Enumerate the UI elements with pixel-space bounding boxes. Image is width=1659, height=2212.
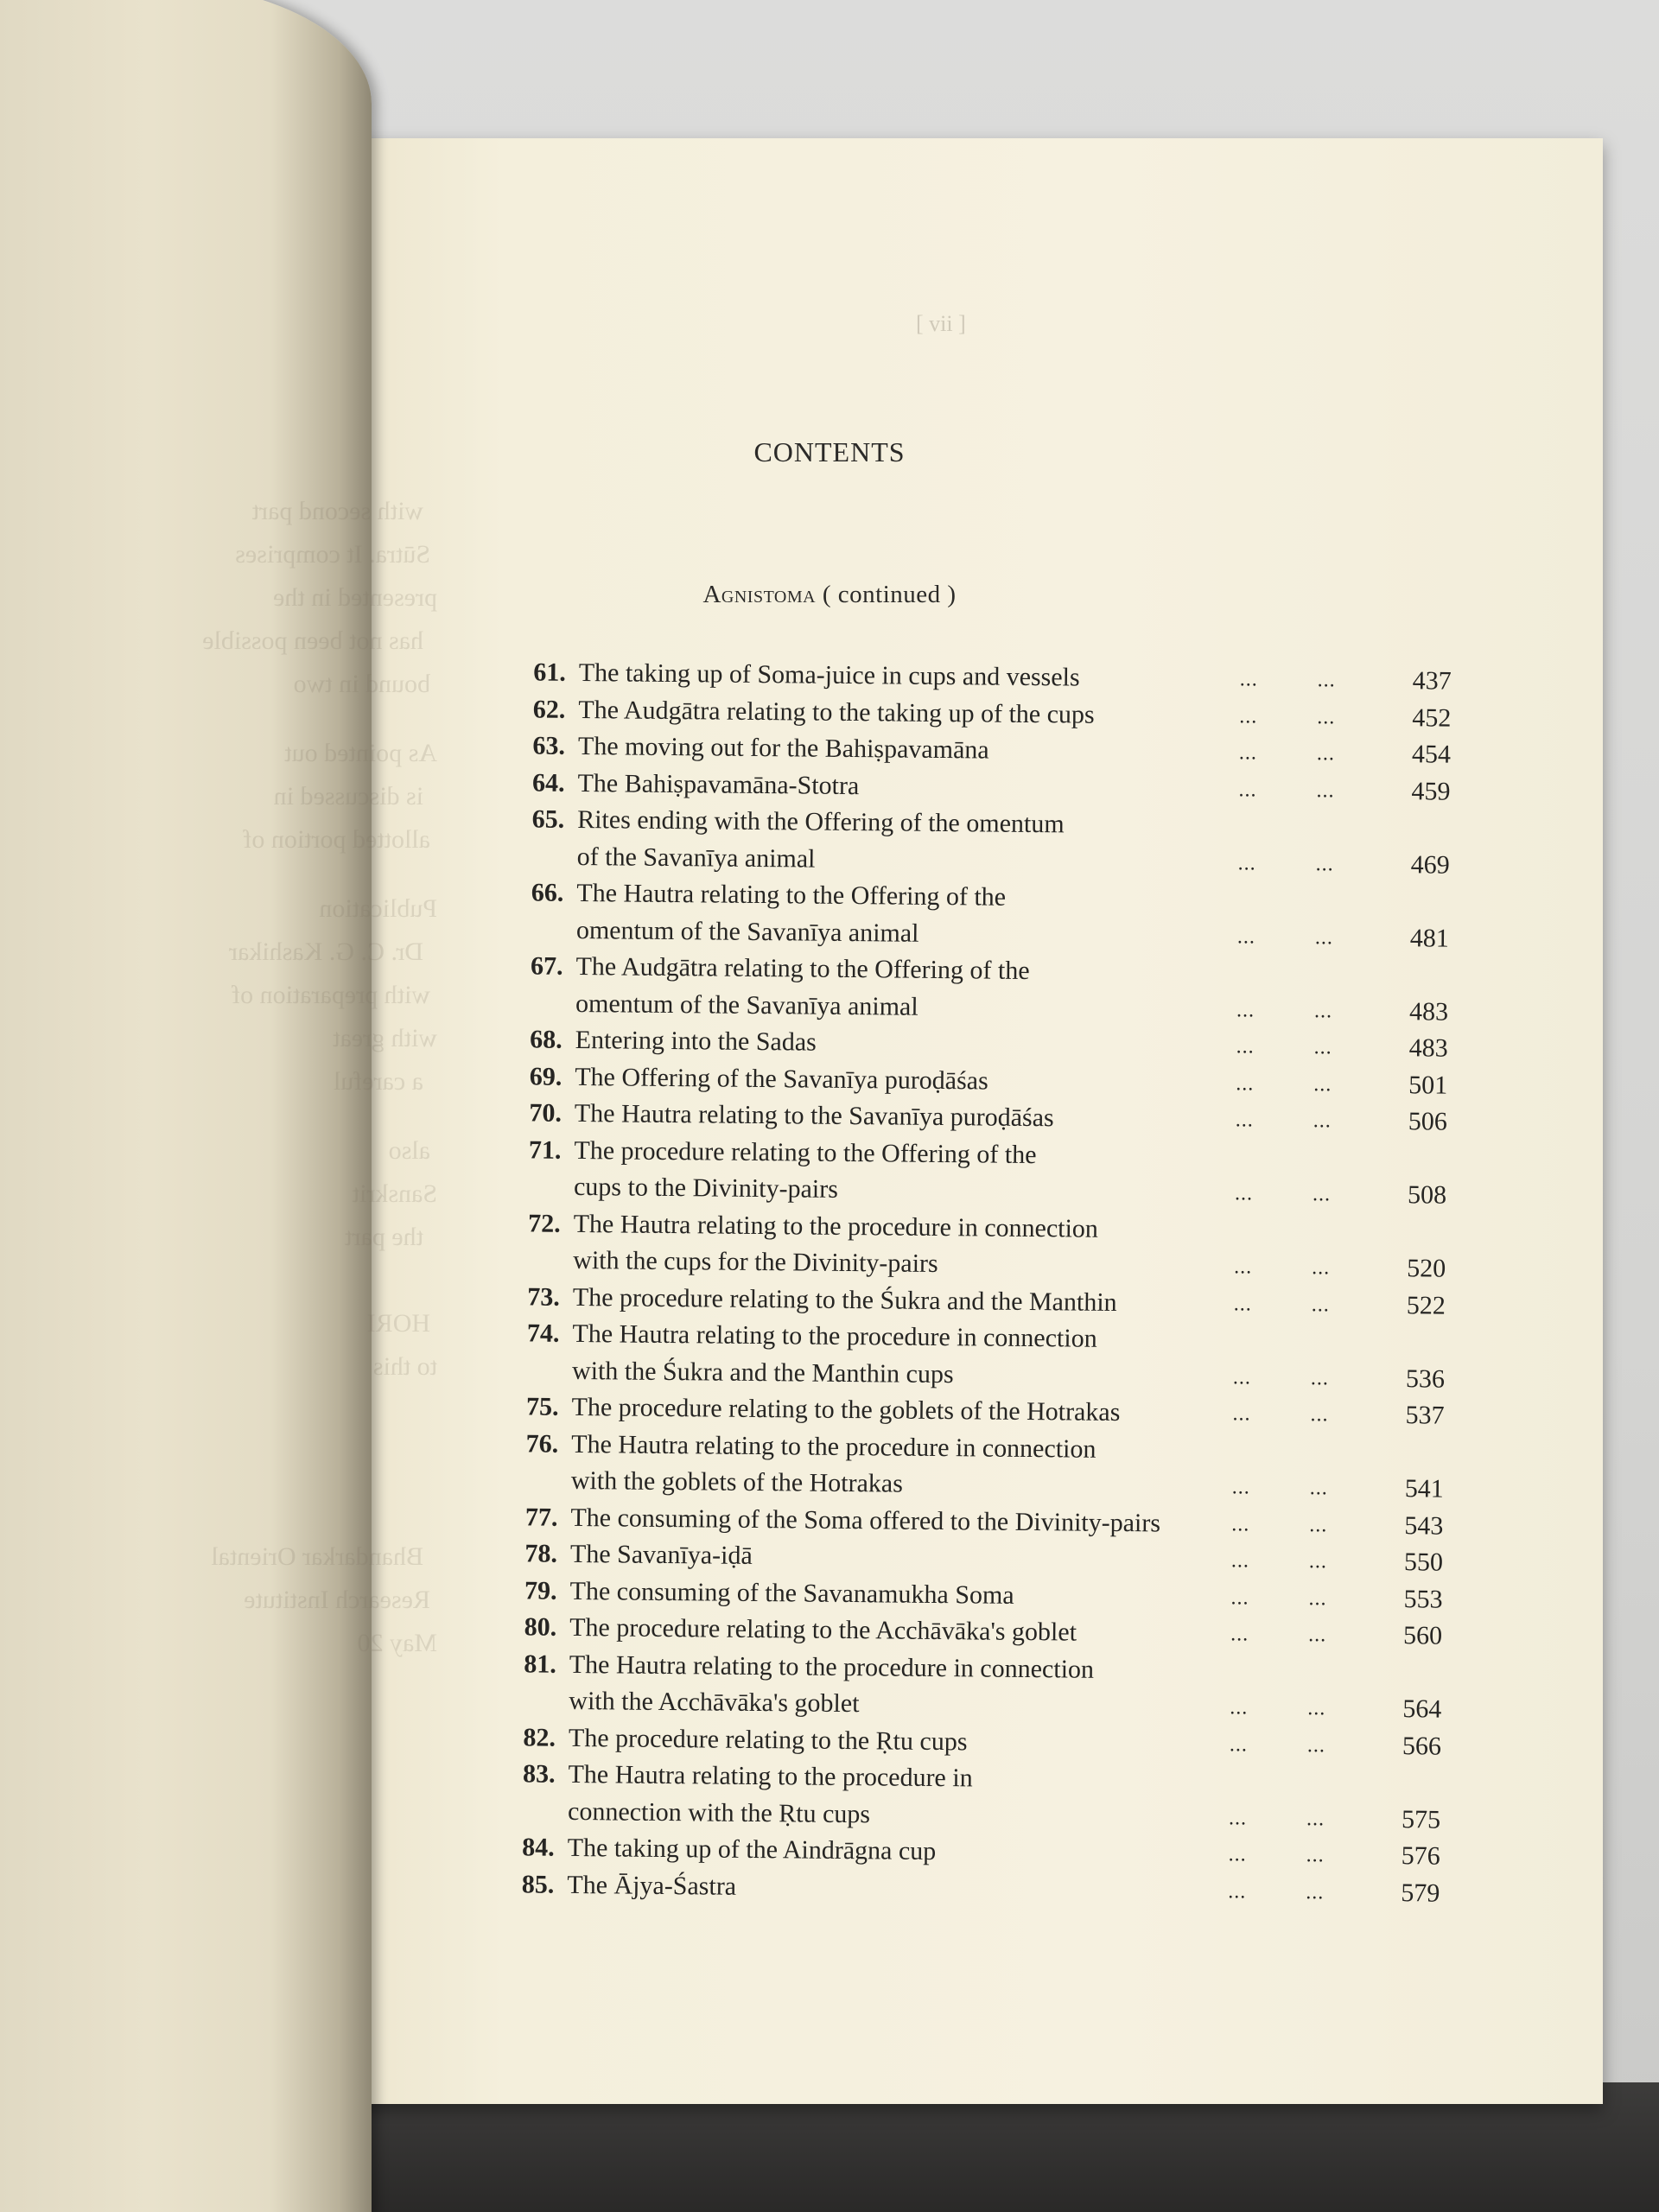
toc-page-number: 543 xyxy=(1404,1510,1444,1541)
toc-entry xyxy=(481,1756,1450,1839)
toc-entry-title: The consuming of the Savanamukha Soma xyxy=(569,1576,1014,1610)
toc-entry-number: 64. xyxy=(531,767,565,798)
toc-entry-title: The procedure relating to the goblets of the Hotrakas xyxy=(571,1392,1121,1427)
toc-leader-dots: ... xyxy=(1306,1880,1325,1904)
bleed-through-text: Research Institute xyxy=(244,1586,430,1614)
toc-leader-dots: ... xyxy=(1309,1513,1328,1536)
toc-entry-title: The procedure relating to the Acchāvāka's goblet xyxy=(569,1612,1077,1647)
toc-leader-dots: ... xyxy=(1308,1624,1327,1647)
toc-page-number: 537 xyxy=(1405,1401,1445,1430)
toc-entry-title: of the Savanīya animal xyxy=(576,842,816,874)
bleed-through-text: also xyxy=(388,1136,430,1165)
toc-entry-number: 81. xyxy=(524,1649,556,1679)
toc-page-number: 536 xyxy=(1405,1363,1446,1394)
toc-page-number: 566 xyxy=(1402,1731,1442,1761)
toc-entry-number: 75. xyxy=(525,1392,559,1421)
toc-entry-title: with the Śukra and the Manthin cups xyxy=(571,1356,954,1389)
bleed-through-text: Bhandarkar Oriental xyxy=(211,1542,423,1571)
toc-leader-dots: ... xyxy=(1228,1879,1247,1903)
toc-leader-dots: ... xyxy=(1316,779,1335,802)
toc-page-number: 483 xyxy=(1408,1033,1448,1063)
toc-entry-number: 76. xyxy=(525,1428,559,1459)
toc-entry-title: omentum of the Savanīya animal xyxy=(575,988,918,1021)
toc-entry-number: 67. xyxy=(530,951,563,981)
toc-entry-number: 83. xyxy=(522,1759,556,1789)
bleed-through-text: to this xyxy=(372,1352,437,1381)
toc-entry-title: The taking up of the Aindrāgna cup xyxy=(567,1833,937,1866)
toc-leader-dots: ... xyxy=(1233,1292,1252,1315)
toc-leader-dots: ... xyxy=(1239,704,1258,728)
bleed-through-text: with great xyxy=(333,1024,437,1052)
toc-entry-number: 68. xyxy=(530,1025,563,1054)
toc-page-number: 501 xyxy=(1408,1070,1448,1100)
bleed-through-text: has not been possible xyxy=(202,626,423,655)
toc-page-number: 579 xyxy=(1401,1878,1440,1908)
toc-leader-dots: ... xyxy=(1310,1366,1330,1389)
bleed-through-text: with second part xyxy=(251,497,423,525)
toc-entry-title: with the goblets of the Hotrakas xyxy=(570,1465,904,1498)
toc-leader-dots: ... xyxy=(1236,1035,1255,1058)
toc-entry-number: 74. xyxy=(526,1319,560,1348)
toc-leader-dots: ... xyxy=(1230,1696,1249,1719)
toc-entry-number: 71. xyxy=(528,1135,562,1165)
toc-entry xyxy=(490,874,1459,957)
toc-leader-dots: ... xyxy=(1230,1549,1250,1573)
toc-leader-dots: ... xyxy=(1229,1732,1249,1756)
toc-leader-dots: ... xyxy=(1312,1256,1331,1280)
toc-entry-number: 66. xyxy=(531,878,564,907)
toc-entry-number: 78. xyxy=(524,1539,558,1568)
toc-leader-dots: ... xyxy=(1306,1844,1325,1867)
toc-entry-title: The moving out for the Bahiṣpavamāna xyxy=(577,731,989,765)
toc-entry-title: The Hautra relating to the procedure in connection xyxy=(572,1319,1097,1353)
toc-leader-dots: ... xyxy=(1315,852,1334,875)
toc-entry xyxy=(491,801,1459,884)
toc-leader-dots: ... xyxy=(1306,1807,1325,1830)
bleed-through-text: the part xyxy=(345,1223,423,1251)
bleed-through-text: with preparation of xyxy=(232,981,430,1009)
left-page xyxy=(0,0,437,2212)
toc-entry-number: 61. xyxy=(533,658,566,687)
toc-leader-dots: ... xyxy=(1236,998,1255,1021)
section-note: ( continued ) xyxy=(822,581,957,608)
toc-entry-title: The Ājya-Śastra xyxy=(567,1870,737,1901)
toc-page-number: 437 xyxy=(1412,666,1452,696)
toc-page-number: 522 xyxy=(1406,1290,1446,1320)
toc-entry-title: The procedure relating to the Offering of the xyxy=(574,1135,1037,1169)
toc-leader-dots: ... xyxy=(1232,1365,1252,1389)
toc-entry-title: The Hautra relating to the procedure in xyxy=(568,1759,973,1793)
toc-leader-dots: ... xyxy=(1308,1586,1327,1610)
toc-entry-title: The consuming of the Soma offered to the Divinity-pairs xyxy=(570,1503,1161,1537)
toc-entry xyxy=(482,1645,1451,1728)
toc-page-number: 483 xyxy=(1408,996,1449,1027)
bleed-through-text: Sanskrit xyxy=(352,1179,437,1208)
toc-leader-dots: ... xyxy=(1230,1586,1249,1609)
toc-page-number: 550 xyxy=(1403,1548,1444,1577)
toc-leader-dots: ... xyxy=(1232,1402,1251,1426)
bleed-through-text: allotted portion of xyxy=(243,825,430,854)
toc-entry-title: The taking up of Soma-juice in cups and vessels xyxy=(578,658,1080,692)
toc-entry-title: The Hautra relating to the Savanīya puroḍāśas xyxy=(574,1098,1054,1133)
toc-page-number: 541 xyxy=(1404,1474,1444,1503)
toc-entry-title: The Savanīya-iḍā xyxy=(569,1539,753,1570)
bleed-through-text: As pointed out xyxy=(284,739,437,767)
toc-leader-dots: ... xyxy=(1230,1623,1249,1646)
toc-entry-number: 62. xyxy=(532,694,566,724)
toc-entry xyxy=(485,1425,1453,1508)
toc-page-number: 481 xyxy=(1409,923,1450,953)
toc-entry-number: 63. xyxy=(532,731,566,760)
toc-entry-title: The Bahiṣpavamāna-Stotra xyxy=(577,768,860,800)
toc-entry-number: 85. xyxy=(521,1869,555,1899)
toc-leader-dots: ... xyxy=(1228,1806,1248,1829)
toc-entry-title: Rites ending with the Offering of the omentum xyxy=(577,804,1065,839)
toc-entry-title: cups to the Divinity-pairs xyxy=(573,1172,839,1204)
bleed-through-text: Dr. C. G. Kashikar xyxy=(229,938,423,966)
toc-leader-dots: ... xyxy=(1311,1293,1330,1316)
toc-entry-title: The Hautra relating to the procedure in connection xyxy=(571,1429,1096,1464)
toc-leader-dots: ... xyxy=(1317,669,1336,692)
toc-entry-title: The Hautra relating to the procedure in connection xyxy=(569,1649,1095,1684)
toc-leader-dots: ... xyxy=(1235,1109,1254,1132)
bleed-through-text: Publication xyxy=(319,894,437,923)
bleed-through-text: Sūtra. It comprises xyxy=(235,540,430,569)
bleed-through-text: presented in the xyxy=(273,583,437,612)
toc-leader-dots: ... xyxy=(1313,1072,1332,1096)
toc-entry-title: omentum of the Savanīya animal xyxy=(575,915,919,948)
toc-page-number: 452 xyxy=(1412,702,1452,733)
toc-page-number: 564 xyxy=(1402,1694,1442,1724)
toc-entry-number: 65. xyxy=(531,804,565,834)
table-of-contents xyxy=(480,654,1460,1912)
toc-leader-dots: ... xyxy=(1228,1843,1247,1866)
toc-leader-dots: ... xyxy=(1238,778,1257,801)
toc-entry-number: 84. xyxy=(522,1833,555,1862)
bleed-through-text: HORI xyxy=(366,1309,430,1338)
toc-leader-dots: ... xyxy=(1234,1255,1253,1279)
toc-page-number: 459 xyxy=(1411,776,1451,806)
toc-page-number: 520 xyxy=(1407,1254,1446,1283)
toc-leader-dots: ... xyxy=(1307,1697,1326,1720)
toc-entry-title: The Offering of the Savanīya puroḍāśas xyxy=(575,1062,988,1096)
toc-page-number: 560 xyxy=(1402,1621,1443,1650)
toc-page-number: 506 xyxy=(1408,1107,1448,1136)
toc-leader-dots: ... xyxy=(1306,1733,1326,1757)
toc-entry-title: connection with the Ṛtu cups xyxy=(567,1796,871,1828)
toc-leader-dots: ... xyxy=(1239,668,1258,691)
toc-leader-dots: ... xyxy=(1238,741,1258,765)
toc-leader-dots: ... xyxy=(1308,1550,1328,1573)
toc-entry xyxy=(486,1205,1455,1287)
toc-leader-dots: ... xyxy=(1310,1403,1329,1427)
bleed-through-text: bound in two xyxy=(293,670,430,698)
contents-heading: CONTENTS xyxy=(753,436,906,467)
bleed-through-text: is discussed in xyxy=(273,782,423,810)
toc-page-number: 553 xyxy=(1403,1584,1443,1614)
toc-entry xyxy=(487,1131,1456,1214)
toc-leader-dots: ... xyxy=(1309,1477,1328,1500)
toc-leader-dots: ... xyxy=(1236,1071,1255,1095)
toc-leader-dots: ... xyxy=(1313,1109,1332,1133)
toc-entry-number: 73. xyxy=(527,1281,561,1312)
toc-entry-number: 79. xyxy=(524,1575,557,1605)
toc-entry-title: The Audgātra relating to the taking up of the cups xyxy=(578,695,1095,729)
toc-entry-number: 82. xyxy=(523,1722,556,1752)
toc-entry xyxy=(489,948,1458,1031)
toc-entry-number: 70. xyxy=(529,1098,563,1128)
toc-entry-title: The Hautra relating to the procedure in connection xyxy=(573,1209,1099,1243)
toc-leader-dots: ... xyxy=(1313,1036,1332,1059)
toc-page-number: 454 xyxy=(1411,740,1452,769)
toc-leader-dots: ... xyxy=(1317,705,1336,728)
toc-entry-number: 72. xyxy=(528,1208,561,1238)
toc-entry-number: 69. xyxy=(529,1061,563,1091)
toc-leader-dots: ... xyxy=(1237,851,1256,874)
toc-entry-number: 80. xyxy=(524,1612,557,1642)
toc-leader-dots: ... xyxy=(1312,1183,1332,1206)
toc-entry-title: The procedure relating to the Śukra and the Manthin xyxy=(572,1282,1117,1317)
toc-leader-dots: ... xyxy=(1231,1512,1250,1535)
toc-leader-dots: ... xyxy=(1231,1476,1250,1499)
toc-page-number: 576 xyxy=(1401,1841,1440,1871)
bleed-through-text: a careful xyxy=(333,1067,423,1096)
toc-entry-title: The Hautra relating to the Offering of the xyxy=(576,878,1007,912)
toc-page-number: 469 xyxy=(1410,849,1450,880)
toc-entry-title: with the Acchāvāka's goblet xyxy=(569,1686,860,1719)
toc-leader-dots: ... xyxy=(1234,1182,1254,1205)
toc-leader-dots: ... xyxy=(1314,925,1334,949)
toc-entry-title: The procedure relating to the Ṛtu cups xyxy=(568,1723,968,1756)
section-heading xyxy=(0,581,1659,609)
toc-page-number: 508 xyxy=(1407,1180,1447,1210)
bleed-through-text: May 20 xyxy=(357,1629,437,1657)
toc-leader-dots: ... xyxy=(1236,925,1256,948)
toc-leader-dots: ... xyxy=(1313,999,1333,1022)
toc-entry-title: Entering into the Sadas xyxy=(575,1025,817,1057)
running-head: [ vii ] xyxy=(916,311,966,336)
toc-leader-dots: ... xyxy=(1316,742,1336,766)
toc-page-number: 575 xyxy=(1401,1804,1441,1834)
toc-entry-title: The Audgātra relating to the Offering of the xyxy=(575,951,1030,985)
section-name: Agnistoma xyxy=(702,581,817,608)
toc-entry xyxy=(486,1315,1454,1398)
toc-entry-number: 77. xyxy=(524,1502,558,1532)
toc-entry-title: with the cups for the Divinity-pairs xyxy=(573,1245,938,1278)
